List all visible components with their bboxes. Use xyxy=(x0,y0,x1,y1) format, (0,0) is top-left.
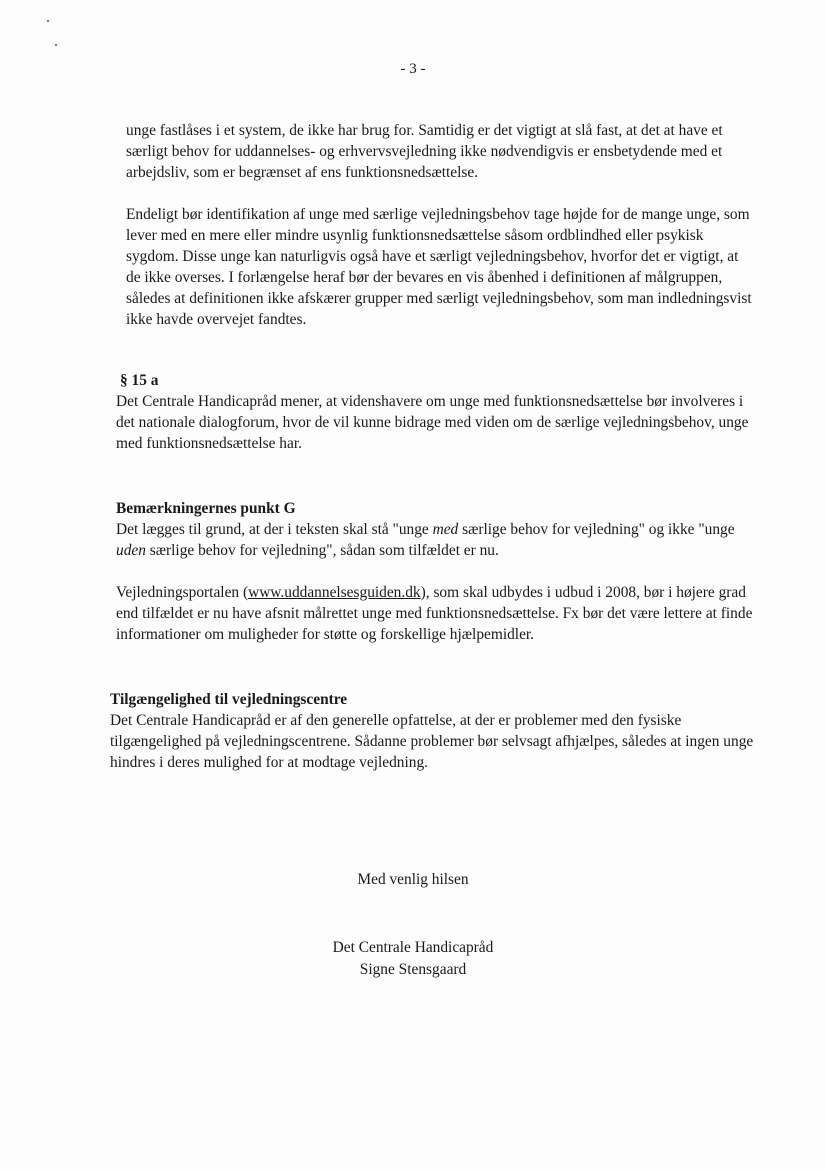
emphasis: uden xyxy=(116,542,146,559)
text-run: Det lægges til grund, at der i teksten skal stå "unge xyxy=(116,521,433,538)
scan-speck xyxy=(55,44,57,46)
text-run: Vejledningsportalen ( xyxy=(116,584,249,601)
closing-greeting: Med venlig hilsen xyxy=(357,871,469,888)
paragraph: Endeligt bør identifikation af unge med særlige vejledningsbehov tage højde for de mange unge, som lever med en mere eller mindre usynlig funktionsnedsættelse såsom ordblindhed eller psykisk sygdom. Disse unge kan naturligvis også have et særligt vejledningsbehov, hvorfor det er vigtigt, at de ikke overses. I forlængelse heraf bør der bevares en vis åbenhed i definitionen af målgruppen, således at definitionen ikke afskærer grupper med særligt vejledningsbehov, som man indledningsvist ikke havde overvejet fandtes. xyxy=(126,206,752,328)
letter-body xyxy=(110,120,756,773)
paragraph: unge fastlåses i et system, de ikke har brug for. Samtidig er det vigtigt at slå fast, at det at have et særligt behov for uddannelses- og erhvervsvejledning ikke nødvendigvis er ensbetydende med et arbejdsliv, som er begrænset af ens funktionsnedsættelse. xyxy=(126,122,723,181)
scan-speck xyxy=(47,20,49,22)
text-run: ), som skal udbydes i udbud i 2008, bør i højere grad end tilfældet er nu have afsnit målrettet unge med funktionsnedsættelse. Fx bør det være lettere at finde informationer om muligheder for støtte og forskellige hjælpemidler. xyxy=(116,584,753,643)
page-number: - 3 - xyxy=(400,61,426,77)
paragraph: Det Centrale Handicapråd mener, at videnshavere om unge med funktionsnedsættelse bør involveres i det nationale dialogforum, hvor de vil kunne bidrage med viden om de særlige vejledningsbehov, unge med funktionsnedsættelse har. xyxy=(116,393,749,452)
signature-name: Signe Stensgaard xyxy=(359,961,467,978)
paragraph xyxy=(116,519,756,561)
paragraph: Det Centrale Handicapråd er af den generelle opfattelse, at der er problemer med den fysiske tilgængelighed på vejledningscentrene. Sådanne problemer bør selvsagt afhjælpes, således at ingen unge hindres i deres mulighed for at modtage vejledning. xyxy=(110,712,754,771)
paragraph xyxy=(116,582,756,645)
portal-link[interactable]: www.uddannelsesguiden.dk xyxy=(248,584,421,601)
text-run: særlige behov for vejledning", sådan som tilfældet er nu. xyxy=(145,542,499,559)
section-heading-accessibility: Tilgængelighed til vejledningscentre xyxy=(110,691,348,708)
section-heading-15a: § 15 a xyxy=(120,372,159,389)
text-run: særlige behov for vejledning" og ikke "unge xyxy=(458,521,735,538)
section-heading-punkt-g: Bemærkningernes punkt G xyxy=(116,500,296,517)
emphasis: med xyxy=(432,521,459,538)
signature-organization: Det Centrale Handicapråd xyxy=(332,939,494,956)
